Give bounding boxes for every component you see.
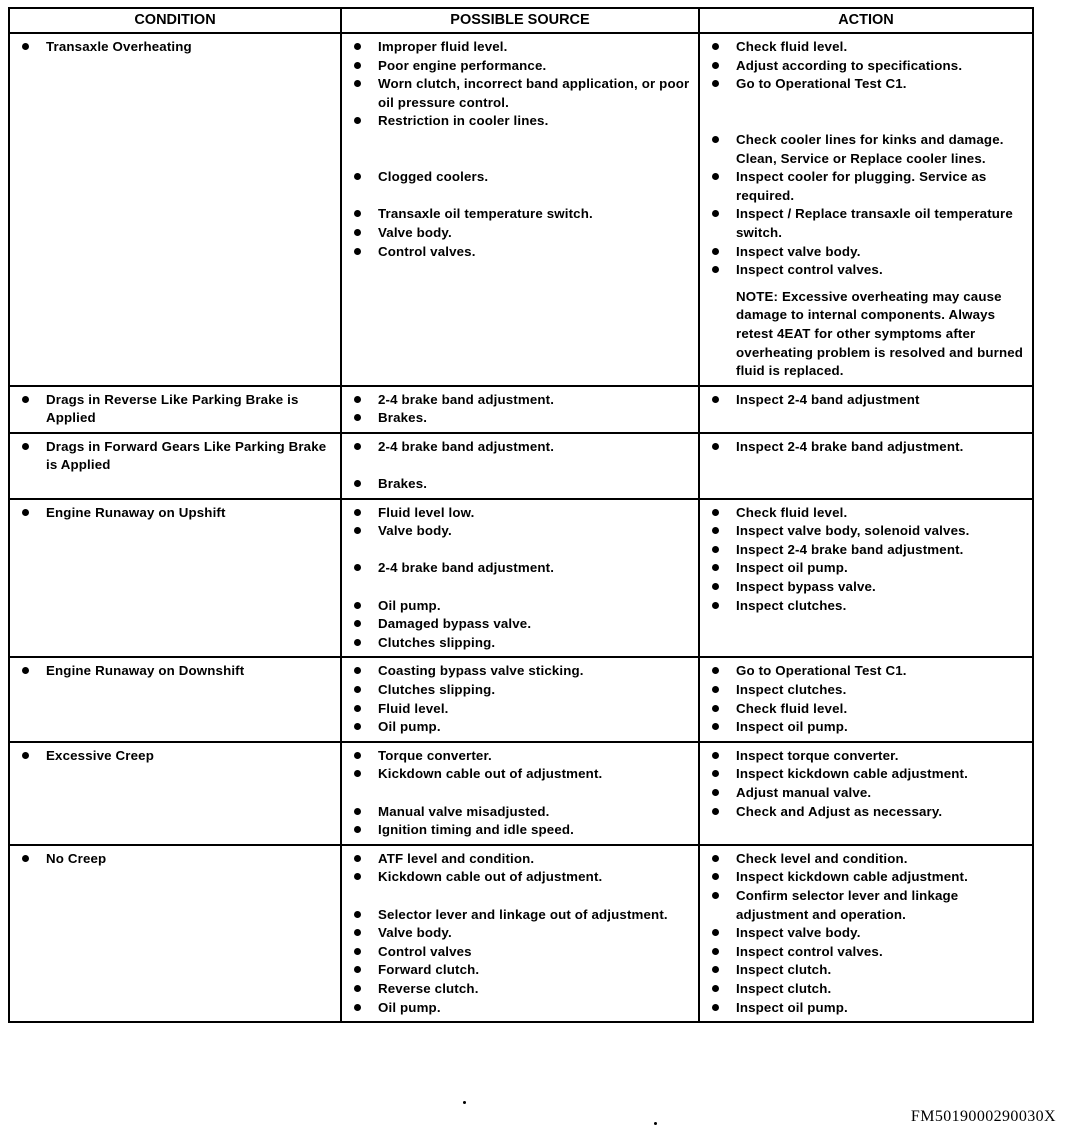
bullet-icon: [354, 509, 361, 516]
action-cell: [700, 34, 1032, 385]
spacer: [710, 94, 1026, 131]
list-item: [352, 662, 692, 681]
action-cell: [700, 387, 1032, 432]
list-item: [352, 980, 692, 999]
list-item: [710, 868, 1026, 887]
possible-source-cell: [342, 500, 700, 657]
item-text: Ignition timing and idle speed.: [378, 822, 574, 838]
table-row: [8, 387, 1034, 434]
bullet-icon: [354, 43, 361, 50]
list-item: [710, 578, 1026, 597]
list-item: [352, 634, 692, 653]
condition-cell: [10, 658, 342, 740]
bullet-icon: [712, 929, 719, 936]
item-text: Reverse clutch.: [378, 980, 479, 996]
list-item: [710, 700, 1026, 719]
item-text: Inspect valve body.: [736, 243, 861, 259]
item-text: Valve body.: [378, 925, 452, 941]
item-text: No Creep: [46, 850, 107, 866]
item-text: Inspect bypass valve.: [736, 579, 876, 595]
bullet-icon: [354, 480, 361, 487]
list-item: [352, 747, 692, 766]
bullet-icon: [712, 210, 719, 217]
bullet-icon: [712, 873, 719, 880]
bullet-icon: [712, 443, 719, 450]
item-text: Engine Runaway on Upshift: [46, 504, 226, 520]
list-item: [710, 597, 1026, 616]
list-item: [20, 38, 334, 57]
list-item: [352, 38, 692, 57]
bullet-icon: [712, 173, 719, 180]
bullet-icon: [712, 248, 719, 255]
list-item: [710, 803, 1026, 822]
item-text: Inspect kickdown cable adjustment.: [736, 766, 968, 782]
bullet-icon: [712, 602, 719, 609]
item-text: Inspect cooler for plugging. Service as required.: [736, 169, 987, 203]
item-text: Inspect clutches.: [736, 682, 847, 697]
list-item: [352, 906, 692, 925]
item-text: Oil pump.: [378, 999, 441, 1015]
bullet-icon: [712, 752, 719, 759]
item-text: Inspect oil pump.: [736, 560, 848, 576]
list-item: [352, 75, 692, 112]
action-cell: [700, 500, 1032, 657]
item-text: Inspect torque converter.: [736, 747, 899, 763]
bullet-icon: [354, 602, 361, 609]
item-text: Coasting bypass valve sticking.: [378, 663, 584, 679]
list-item: [352, 205, 692, 224]
possible-source-cell: [342, 387, 700, 432]
item-text: Inspect 2-4 brake band adjustment.: [736, 541, 964, 557]
spacer: [352, 187, 692, 206]
bullet-icon: [712, 770, 719, 777]
list-item: [352, 597, 692, 616]
item-text: Engine Runaway on Downshift: [46, 663, 245, 679]
item-text: Go to Operational Test C1.: [736, 663, 907, 679]
possible-source-cell: [342, 34, 700, 385]
list-item: [710, 205, 1026, 242]
bullet-icon: [22, 443, 29, 450]
list-item: [352, 700, 692, 719]
bullet-icon: [354, 948, 361, 955]
bullet-icon: [354, 229, 361, 236]
item-text: Kickdown cable out of adjustment.: [378, 869, 603, 885]
item-text: Clogged coolers.: [378, 169, 489, 185]
list-item: [352, 224, 692, 243]
list-item: [20, 438, 334, 475]
list-item: [710, 504, 1026, 523]
item-text: Inspect clutch.: [736, 980, 832, 996]
bullet-icon: [354, 808, 361, 815]
item-text: Excessive Creep: [46, 747, 154, 763]
bullet-icon: [354, 911, 361, 918]
bullet-icon: [354, 723, 361, 730]
list-item: [710, 980, 1026, 999]
bullet-icon: [354, 985, 361, 992]
item-text: Transaxle Overheating: [46, 39, 192, 54]
item-text: Control valves: [378, 943, 472, 959]
item-text: Check level and condition.: [736, 850, 908, 866]
bullet-icon: [712, 789, 719, 796]
bullet-icon: [354, 117, 361, 124]
bullet-icon: [354, 705, 361, 712]
bullet-icon: [712, 1004, 719, 1011]
list-item: [352, 438, 692, 457]
bullet-icon: [22, 752, 29, 759]
action-cell: [700, 743, 1032, 844]
list-item: [352, 803, 692, 822]
item-text: Inspect valve body, solenoid valves.: [736, 523, 970, 539]
list-item: [710, 999, 1026, 1018]
list-item: [352, 765, 692, 784]
item-text: Improper fluid level.: [378, 39, 508, 54]
list-item: [352, 57, 692, 76]
bullet-icon: [712, 136, 719, 143]
list-item: [710, 168, 1026, 205]
list-item: [20, 850, 334, 869]
item-text: Valve body.: [378, 523, 452, 539]
item-text: Control valves.: [378, 243, 476, 259]
item-text: Inspect oil pump.: [736, 719, 848, 735]
list-item: [352, 850, 692, 869]
bullet-icon: [712, 266, 719, 273]
bullet-icon: [712, 546, 719, 553]
action-cell: [700, 434, 1032, 498]
list-item: [352, 961, 692, 980]
bullet-icon: [354, 210, 361, 217]
bullet-icon: [712, 564, 719, 571]
bullet-icon: [354, 620, 361, 627]
list-item: [710, 747, 1026, 766]
item-text: Check fluid level.: [736, 504, 848, 520]
item-text: Inspect control valves.: [736, 943, 883, 959]
list-item: [710, 718, 1026, 737]
list-item: [20, 504, 334, 523]
bullet-icon: [712, 723, 719, 730]
bullet-icon: [354, 527, 361, 534]
bullet-icon: [354, 686, 361, 693]
list-item: [352, 924, 692, 943]
header-condition: CONDITION: [10, 9, 342, 32]
list-item: [710, 522, 1026, 541]
condition-cell: [10, 34, 342, 385]
table-row: [8, 658, 1034, 742]
item-text: Inspect / Replace transaxle oil temperature switch.: [736, 206, 1013, 240]
item-text: Clutches slipping.: [378, 634, 496, 650]
item-text: Drags in Reverse Like Parking Brake is Applied: [46, 391, 299, 426]
bullet-icon: [354, 248, 361, 255]
table-row: [8, 743, 1034, 846]
list-item: [710, 784, 1026, 803]
possible-source-cell: [342, 658, 700, 740]
possible-source-cell: [342, 743, 700, 844]
bullet-icon: [712, 985, 719, 992]
item-text: Adjust manual valve.: [736, 784, 872, 800]
troubleshooting-table: [8, 7, 1034, 1023]
spacer: [352, 578, 692, 597]
item-text: Fluid level low.: [378, 504, 475, 520]
list-item: [710, 765, 1026, 784]
list-item: [710, 38, 1026, 57]
bullet-icon: [712, 808, 719, 815]
list-item: [710, 438, 1026, 457]
bullet-icon: [354, 752, 361, 759]
bullet-icon: [712, 62, 719, 69]
bullet-icon: [354, 770, 361, 777]
bullet-icon: [354, 396, 361, 403]
item-text: Forward clutch.: [378, 962, 480, 978]
list-item: [352, 868, 692, 887]
list-item: [352, 391, 692, 410]
list-item: [352, 504, 692, 523]
list-item: [352, 615, 692, 634]
bullet-icon: [712, 855, 719, 862]
item-text: Poor engine performance.: [378, 57, 547, 73]
figure-code: FM5019000290030X: [910, 1108, 1056, 1125]
item-text: 2-4 brake band adjustment.: [378, 391, 555, 407]
table-row: [8, 846, 1034, 1023]
list-item: [710, 75, 1026, 94]
item-text: Check fluid level.: [736, 39, 848, 54]
list-item: [710, 131, 1026, 168]
bullet-icon: [354, 443, 361, 450]
item-text: Drags in Forward Gears Like Parking Brake is Applied: [46, 438, 327, 473]
list-item: [710, 887, 1026, 924]
item-text: Inspect clutches.: [736, 597, 847, 613]
list-item: [352, 522, 692, 541]
item-text: 2-4 brake band adjustment.: [378, 438, 555, 454]
item-text: Confirm selector lever and linkage adjustment and operation.: [736, 887, 959, 922]
bullet-icon: [712, 43, 719, 50]
possible-source-cell: [342, 846, 700, 1021]
action-cell: [700, 846, 1032, 1021]
list-item: [352, 475, 692, 494]
item-text: Inspect control valves.: [736, 262, 883, 278]
list-item: [710, 961, 1026, 980]
item-text: Restriction in cooler lines.: [378, 113, 549, 129]
bullet-icon: [354, 414, 361, 421]
condition-cell: [10, 846, 342, 1021]
item-text: Clutches slipping.: [378, 682, 496, 697]
list-item: [20, 747, 334, 766]
bullet-icon: [712, 527, 719, 534]
spacer: [352, 131, 692, 168]
bullet-icon: [354, 873, 361, 880]
action-cell: [700, 658, 1032, 740]
list-item: [710, 662, 1026, 681]
item-text: Inspect kickdown cable adjustment.: [736, 869, 968, 885]
list-item: [352, 559, 692, 578]
item-text: Kickdown cable out of adjustment.: [378, 766, 603, 782]
bullet-icon: [22, 509, 29, 516]
list-item: [352, 681, 692, 700]
list-item: [710, 243, 1026, 262]
list-item: [352, 409, 692, 428]
spacer: [352, 887, 692, 906]
bullet-icon: [354, 80, 361, 87]
header-action: ACTION: [838, 12, 894, 28]
item-text: Selector lever and linkage out of adjustment.: [378, 906, 668, 922]
item-text: Check fluid level.: [736, 700, 848, 716]
bullet-icon: [22, 667, 29, 674]
list-item: [710, 261, 1026, 280]
scan-speck: [463, 1101, 466, 1104]
list-item: [710, 943, 1026, 962]
item-text: Go to Operational Test C1.: [736, 76, 907, 92]
list-item: [352, 168, 692, 187]
item-text: Check and Adjust as necessary.: [736, 803, 943, 819]
bullet-icon: [354, 826, 361, 833]
table-header: [8, 7, 1034, 34]
item-text: ATF level and condition.: [378, 850, 535, 866]
bullet-icon: [712, 80, 719, 87]
bullet-icon: [712, 396, 719, 403]
list-item: [20, 391, 334, 428]
bullet-icon: [712, 966, 719, 973]
item-text: Inspect 2-4 band adjustment: [736, 391, 920, 407]
header-possible-source: POSSIBLE SOURCE: [342, 9, 700, 32]
bullet-icon: [354, 1004, 361, 1011]
list-item: [710, 850, 1026, 869]
spacer: [352, 456, 692, 475]
bullet-icon: [712, 948, 719, 955]
item-text: Inspect clutch.: [736, 962, 832, 978]
bullet-icon: [354, 855, 361, 862]
table-row: [8, 34, 1034, 387]
list-item: [20, 662, 334, 681]
possible-source-cell: [342, 434, 700, 498]
bullet-icon: [354, 639, 361, 646]
bullet-icon: [712, 667, 719, 674]
item-text: Brakes.: [378, 476, 428, 492]
item-text: Inspect 2-4 brake band adjustment.: [736, 438, 964, 454]
list-item: [352, 999, 692, 1018]
bullet-icon: [22, 43, 29, 50]
bullet-icon: [22, 855, 29, 862]
bullet-icon: [712, 686, 719, 693]
bullet-icon: [712, 583, 719, 590]
list-item: [352, 112, 692, 131]
condition-cell: [10, 387, 342, 432]
list-item: [352, 821, 692, 840]
item-text: Brakes.: [378, 410, 428, 426]
bullet-icon: [712, 705, 719, 712]
list-item: [710, 57, 1026, 76]
bullet-icon: [354, 966, 361, 973]
item-text: Inspect oil pump.: [736, 999, 848, 1015]
item-text: Oil pump.: [378, 597, 441, 613]
bullet-icon: [354, 667, 361, 674]
note-text: NOTE: Excessive overheating may cause damage to internal components. Always retest 4EAT for other symptoms after overheating problem is resolved and burned fluid is replaced.: [736, 288, 1024, 379]
list-item: [710, 681, 1026, 700]
item-text: Adjust according to specifications.: [736, 57, 963, 73]
table-body: [8, 34, 1034, 1023]
item-text: Oil pump.: [378, 719, 441, 735]
item-text: Manual valve misadjusted.: [378, 803, 550, 819]
bullet-icon: [354, 173, 361, 180]
list-item: [710, 924, 1026, 943]
item-text: Damaged bypass valve.: [378, 616, 532, 632]
list-item: [710, 559, 1026, 578]
bullet-icon: [712, 892, 719, 899]
list-item: [710, 541, 1026, 560]
item-text: Check cooler lines for kinks and damage. Clean, Service or Replace cooler lines.: [736, 131, 1004, 166]
condition-cell: [10, 500, 342, 657]
bullet-icon: [354, 62, 361, 69]
scan-speck: [654, 1122, 657, 1125]
item-text: Worn clutch, incorrect band application, or poor oil pressure control.: [378, 76, 690, 110]
bullet-icon: [354, 564, 361, 571]
list-item: [352, 243, 692, 262]
list-item: [352, 718, 692, 737]
list-item: [352, 943, 692, 962]
item-text: Torque converter.: [378, 747, 492, 763]
item-text: Valve body.: [378, 224, 452, 240]
spacer: [352, 784, 692, 803]
bullet-icon: [712, 509, 719, 516]
condition-cell: [10, 434, 342, 498]
spacer: [352, 541, 692, 560]
item-text: 2-4 brake band adjustment.: [378, 560, 555, 576]
item-text: Transaxle oil temperature switch.: [378, 206, 593, 222]
table-row: [8, 434, 1034, 500]
item-text: Inspect valve body.: [736, 925, 861, 941]
condition-cell: [10, 743, 342, 844]
bullet-icon: [354, 929, 361, 936]
list-item: [710, 391, 1026, 410]
item-text: Fluid level.: [378, 700, 449, 716]
bullet-icon: [22, 396, 29, 403]
table-row: [8, 500, 1034, 659]
